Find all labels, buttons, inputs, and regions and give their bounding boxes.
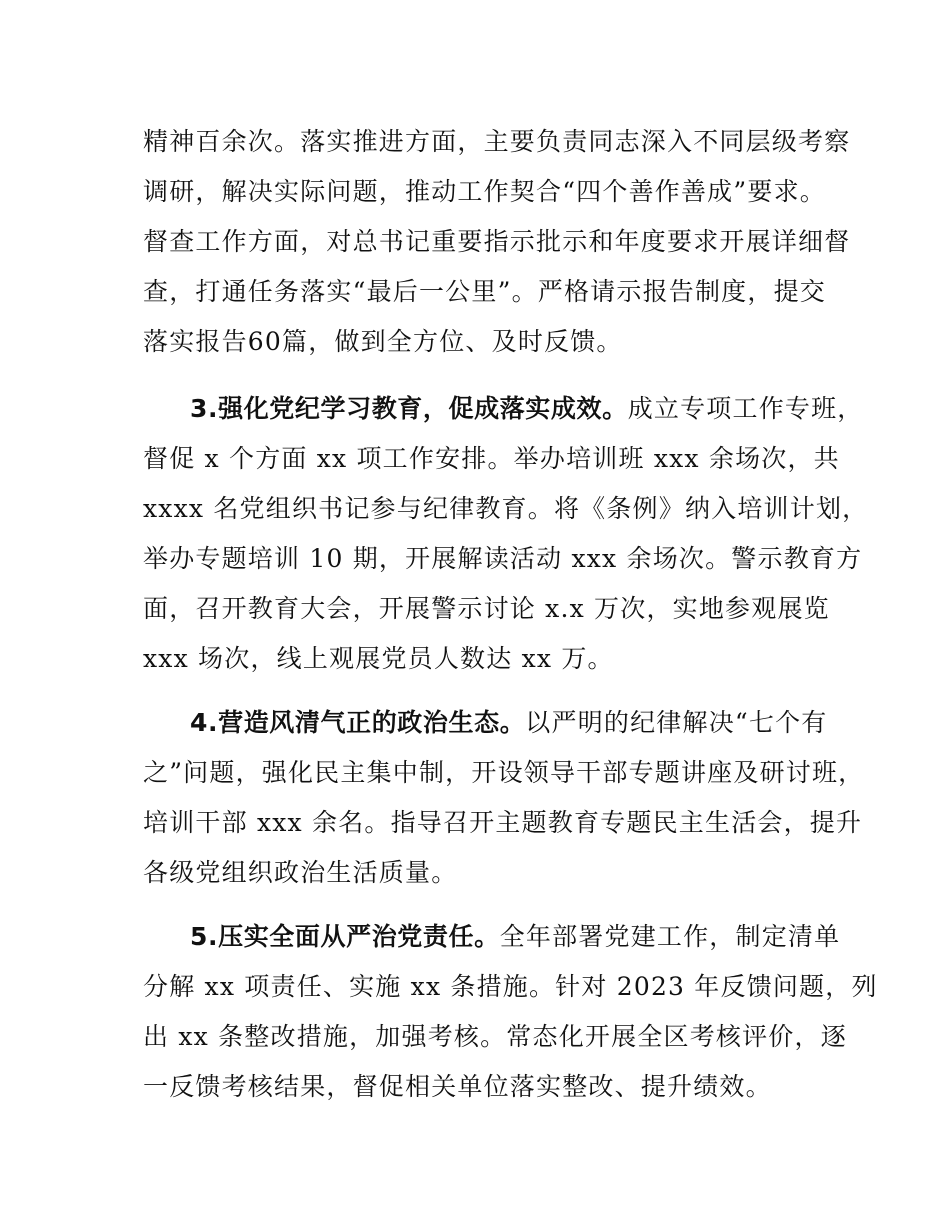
section-first-line <box>190 708 827 738</box>
text-line: xxxx 名党组织书记参与纪律教育。将《条例》纳入培训计划， <box>143 494 869 523</box>
section-text: 成立专项工作专班， <box>627 394 864 423</box>
text-line: 一反馈考核结果，督促相关单位落实整改、提升绩效。 <box>143 1072 772 1101</box>
section-first-line <box>190 922 840 952</box>
text-line: 培训干部 xxx 余名。指导召开主题教育专题民主生活会，提升 <box>143 808 863 837</box>
section-heading: 5.压实全面从严治党责任。 <box>190 922 500 951</box>
text-line: 分解 xx 项责任、实施 xx 条措施。针对 2023 年反馈问题，列 <box>143 972 878 1001</box>
text-line: 举办专题培训 10 期，开展解读活动 xxx 余场次。警示教育方 <box>143 544 863 573</box>
text-line: 督促 x 个方面 xx 项工作安排。举办培训班 xxx 余场次，共 <box>143 444 840 473</box>
section-text: 以严明的纪律解决“七个有 <box>525 708 828 737</box>
text-line: 之”问题，强化民主集中制，开设领导干部专题讲座及研讨班， <box>143 758 865 787</box>
text-line: 调研，解决实际问题，推动工作契合“四个善作善成”要求。 <box>143 177 826 206</box>
section-text: 全年部署党建工作，制定清单 <box>499 922 841 951</box>
text-line: 精神百余次。落实推进方面，主要负责同志深入不同层级考察 <box>143 127 851 156</box>
text-line: 出 xx 条整改措施，加强考核。常态化开展全区考核评价，逐 <box>143 1022 847 1051</box>
text-line: 面，召开教育大会，开展警示讨论 x.x 万次，实地参观展览 <box>143 594 830 623</box>
text-line: xxx 场次，线上观展党员人数达 xx 万。 <box>143 644 614 673</box>
text-line: 各级党组织政治生活质量。 <box>143 858 458 887</box>
section-heading: 4.营造风清气正的政治生态。 <box>190 708 526 737</box>
text-line: 落实报告60篇，做到全方位、及时反馈。 <box>143 327 623 356</box>
section-heading: 3.强化党纪学习教育，促成落实成效。 <box>190 394 628 423</box>
section-first-line <box>190 394 864 424</box>
text-line: 查，打通任务落实“最后一公里”。严格请示报告制度，提交 <box>143 277 826 306</box>
text-line: 督查工作方面，对总书记重要指示批示和年度要求开展详细督 <box>143 227 851 256</box>
